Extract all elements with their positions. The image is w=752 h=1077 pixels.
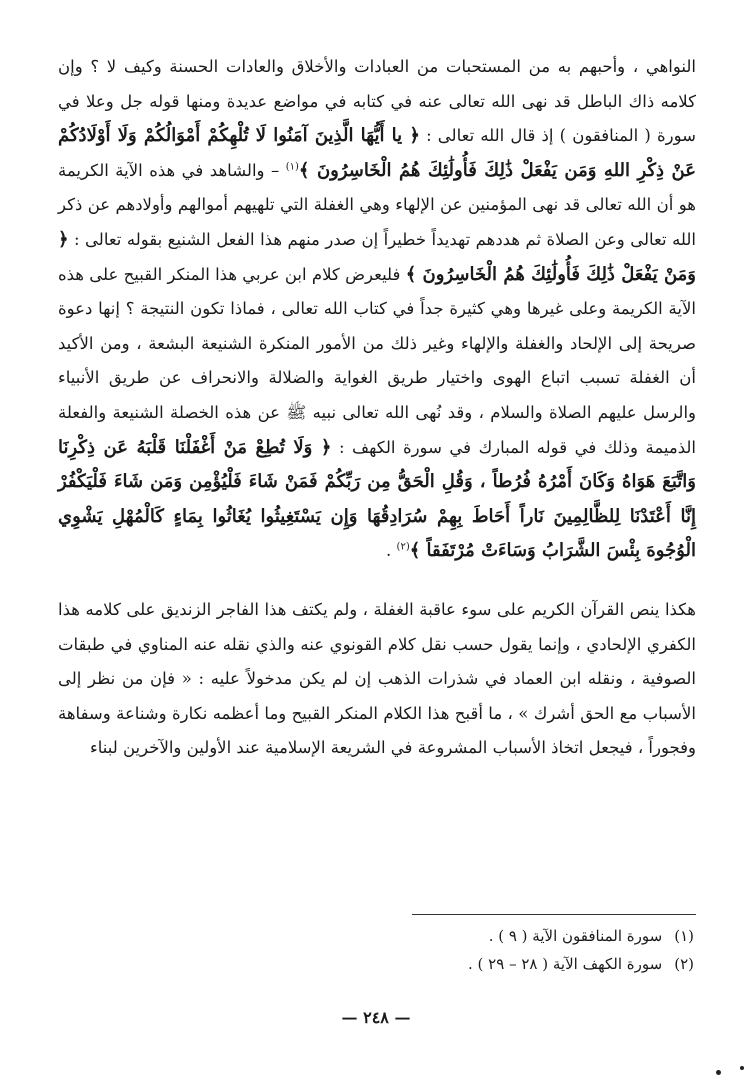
paragraph	[58, 593, 696, 766]
body-text: – والشاهد في هذه الآية الكريمة هو أن الله تعالى قد نهى المؤمنين عن الإلهاء وهي الغفلة التي تلهيهم أموالهم وأولادهم عن ذكر الله تعالى وعن الصلاة ثم هددهم تهديداً خطيراً إن صدر منهم هذا الفعل الشنيع بقوله تعالى :	[58, 160, 696, 249]
footnote-divider	[412, 914, 696, 915]
footnote-ref: (٢)	[396, 541, 410, 553]
page-body	[58, 50, 696, 766]
quran-verse: ﴿ يا أَيُّهَا الَّذِينَ آمَنُوا لَا تُلْهِكُمْ أَمْوَالُكُمْ وَلَا أَوْلَادُكُمْ عَنْ ذِكْرِ اللهِ وَمَن يَفْعَلْ ذَٰلِكَ فَأُولَٰئِكَ هُمُ الْخَاسِرُونَ ﴾	[58, 125, 696, 181]
paragraph	[58, 50, 696, 569]
scan-speck	[716, 1070, 721, 1075]
quran-verse: ﴿ وَلَا تُطِعْ مَنْ أَغْفَلْنَا قَلْبَهُ عَن ذِكْرِنَا وَاتَّبَعَ هَوَاهُ وَكَانَ أَمْرُهُ فُرُطاً ، وَقُلِ الْحَقُّ مِن رَبِّكُمْ فَمَنْ شَاءَ فَلْيُؤْمِن وَمَن شَاءَ فَلْيَكْفُرْ إِنَّا أَعْتَدْنَا لِلظَّالِمِينَ نَاراً أَحَاطَ بِهِمْ سُرَادِقُهَا وَإِن يَسْتَغِيثُوا يُغَاثُوا بِمَاءٍ كَالْمُهْلِ يَشْوِي الْوُجُوهَ بِئْسَ الشَّرَابُ وَسَاءَتْ مُرْتَفَقاً ﴾	[58, 436, 696, 562]
quran-verse: ﴿ وَمَنْ يَفْعَلْ ذَٰلِكَ فَأُولَٰئِكَ هُمُ الْخَاسِرُونَ ﴾	[58, 228, 696, 285]
footnote-text: سورة الكهف الآية ( ٢٨ – ٢٩ ) .	[468, 955, 663, 973]
footnote-ref: (١)	[285, 161, 299, 173]
footnote-number: (١)	[674, 927, 694, 945]
footnote	[334, 950, 694, 978]
footnotes	[334, 922, 694, 978]
scan-speck	[740, 1066, 744, 1070]
footnote	[334, 922, 694, 950]
body-text: .	[386, 541, 397, 561]
page-number: — ٢٤٨ —	[341, 1008, 411, 1027]
body-text: هكذا ينص القرآن الكريم على سوء عاقبة الغفلة ، ولم يكتف هذا الفاجر الزنديق على كلامه هذا الكفري الإلحادي ، وإنما يقول حسب نقل كلام القونوي عنه والذي نقله عنه المناوي في طبقات الصوفية ، ونقله ابن العماد في شذرات الذهب إن لم يكن مدخولاً عليه : « فإن من نظر إلى الأسباب مع الحق أشرك » ، ما أقبح هذا الكلام المنكر القبيح وما أعظمه نكارة وشناعة وسفاهة وفجوراً ، فيجعل اتخاذ الأسباب المشروعة في الشريعة الإسلامية عند الأولين والآخرين لبناء	[58, 599, 696, 758]
footnote-text: سورة المنافقون الآية ( ٩ ) .	[488, 927, 663, 945]
footnote-number: (٢)	[674, 955, 694, 973]
body-text: فليعرض كلام ابن عربي هذا المنكر القبيح على هذه الآية الكريمة وعلى غيرها وهي كثيرة جداً في كتاب الله تعالى ، فماذا تكون النتيجة ؟ إنها دعوة صريحة إلى الإلحاد والغفلة والإلهاء وغير ذلك من الأمور المنكرة الشنيعة البشعة ، ومن الأكيد أن الغفلة تسبب اتباع الهوى واختيار طريق الغواية والضلالة والانحراف عن طريق الأنبياء والرسل عليهم الصلاة والسلام ، وقد نُهى الله تعالى نبيه ﷺ عن هذه الخصلة الشنيعة والفعلة الذميمة وذلك في قوله المبارك في سورة الكهف :	[58, 264, 696, 457]
body-text: النواهي ، وأحبهم به من المستحبات من العبادات والأخلاق والعادات الحسنة وكيف لا ؟ وإن كلامه ذاك الباطل قد نهى الله تعالى عنه في كتابه في مواضع عديدة ومنها قوله جل وعلا في سورة ( المنافقون ) إذ قال الله تعالى :	[58, 57, 696, 146]
